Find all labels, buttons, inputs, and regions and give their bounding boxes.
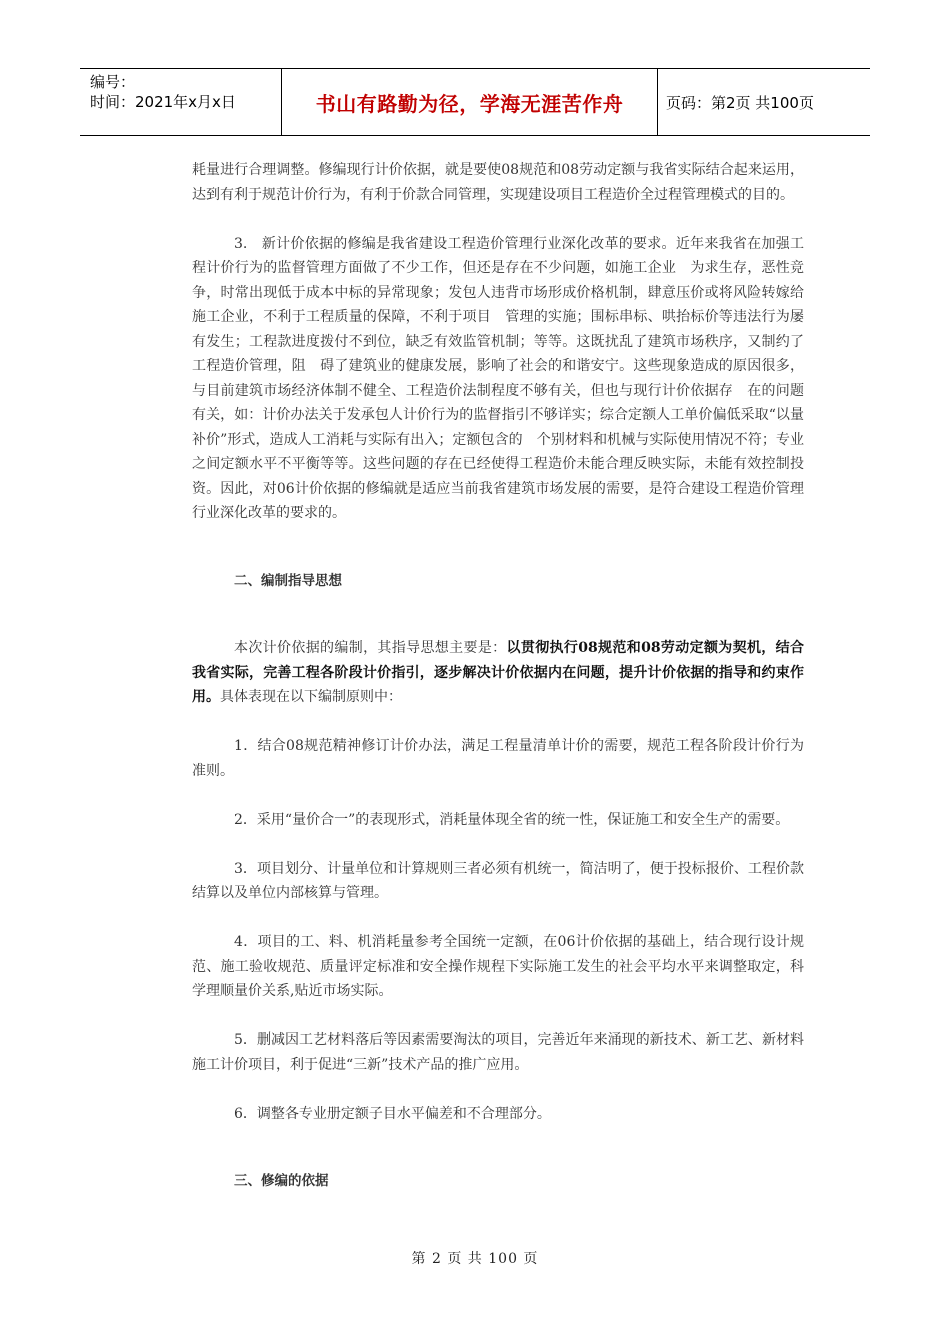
page-footer: 第 2 页 共 100 页: [411, 1251, 539, 1267]
principle-3: 3．项目划分、计量单位和计算规则三者必须有机统一，简洁明了，便于投标报价、工程价款结算以及单位内部核算与管理。: [192, 860, 804, 901]
document-date: 时间：2021年x月x日: [90, 93, 236, 111]
section-heading-guiding-ideas: 二、编制指导思想: [234, 572, 342, 589]
guide-outro: 具体表现在以下编制原则中：: [220, 689, 402, 705]
header-meta: [80, 69, 282, 135]
paragraph-continued: 耗量进行合理调整。修编现行计价依据，就是要使08规范和08劳动定额与我省实际结合起来运用，达到有利于规范计价行为，有利于价款合同管理，实现建设项目工程造价全过程管理模式的目的。: [192, 162, 804, 203]
principle-4: 4．项目的工、料、机消耗量参考全国统一定额，在06计价依据的基础上，结合现行设计规范、施工验收规范、质量评定标准和安全操作规程下实际施工发生的社会平均水平来调整取定，科学理顺量价关系,贴近市场实际。: [192, 934, 804, 999]
paragraph-item-3: 3. 新计价依据的修编是我省建设工程造价管理行业深化改革的要求。近年来我省在加强工程计价行为的监督管理方面做了不少工作，但还是存在不少问题，如施工企业 为求生存，恶性竞争，时常出现低于成本中标的异常现象；发包人违背市场形成价格机制，肆意压价或将风险转嫁给施工企业，不利于工程质量的保障，不利于项目 管理的实施；围标串标、哄抬标价等违法行为屡有发生；工程款进度拨付不到位，缺乏有效监管机制；等等。这既扰乱了建筑市场秩序，又制约了工程造价管理，阻 碍了建筑业的健康发展，影响了社会的和谐安宁。这些现象造成的原因很多，与目前建筑市场经济体制不健全、工程造价法制程度不够有关，但也与现行计价依据存 在的问题有关，如：计价办法关于发承包人计价行为的监督指引不够详实；综合定额人工单价偏低采取“以量补价”形式，造成人工消耗与实际有出入；定额包含的 个别材料和机械与实际使用情况不符；专业之间定额水平不平衡等等。这些问题的存在已经使得工程造价未能合理反映实际，未能有效控制投资。因此，对06计价依据的修编就是适应当前我省建筑市场发展的需要，是符合建设工程造价管理行业深化改革的要求的。: [192, 235, 804, 521]
guide-emphasis: 以贯彻执行08规范和08劳动定额为契机，结合我省实际，完善工程各阶段计价指引，逐步解决计价依据内在问题，提升计价依据的指导和约束作用。: [192, 640, 804, 705]
principle-1: 1．结合08规范精神修订计价办法，满足工程量清单计价的需要，规范工程各阶段计价行为准则。: [192, 738, 804, 779]
header-page-info: 页码：第2页 共100页: [666, 93, 814, 112]
principle-6: 6．调整各专业册定额子目水平偏差和不合理部分。: [234, 1105, 551, 1122]
header-motto: 书山有路勤为径，学海无涯苦作舟: [282, 69, 658, 135]
page-header: [80, 68, 870, 136]
document-body: [192, 158, 804, 1194]
principle-5: 5．删减因工艺材料落后等因素需要淘汰的项目，完善近年来涌现的新技术、新工艺、新材料施工计价项目，利于促进“三新”技术产品的推广应用。: [192, 1032, 804, 1073]
document-number-label: 编号：: [90, 73, 136, 91]
paragraph-guiding-ideas: [192, 636, 804, 710]
principle-2: 2．采用“量价合一”的表现形式，消耗量体现全省的统一性，保证施工和安全生产的需要。: [234, 811, 790, 828]
section-heading-basis: 三、修编的依据: [234, 1173, 329, 1189]
guide-intro: 本次计价依据的编制，其指导思想主要是：: [234, 640, 507, 656]
